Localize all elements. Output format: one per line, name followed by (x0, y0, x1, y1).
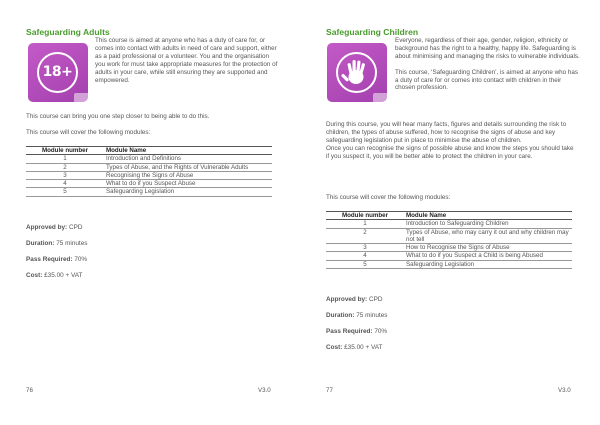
column-header-name: Module Name (104, 147, 272, 155)
module-name: How to Recognise the Signs of Abuse (404, 244, 572, 252)
table-row (326, 244, 572, 252)
column-header-name: Module Name (404, 212, 572, 220)
module-name: Safeguarding Legislation (104, 188, 272, 196)
table-row (326, 260, 572, 268)
module-number: 4 (26, 180, 104, 188)
modules-table (326, 211, 572, 269)
module-name: Introduction to Safeguarding Children (404, 220, 572, 228)
duration: Duration: 75 minutes (326, 312, 388, 319)
module-name: Types of Abuse, who may carry it out and why children may not tell (404, 228, 572, 244)
table-row (26, 180, 272, 188)
version-label: V3.0 (558, 387, 571, 394)
approved-by: Approved by: CPD (326, 296, 383, 303)
module-number: 4 (326, 252, 404, 260)
body-text: During this course, you will hear many facts, figures and details surrounding the risk to children, the types of abuse suffered, how to recognise the signs of abuse and key safeguarding legislation put in place to minimise the abuse of children. Once you can recognise the signs of possible abuse and know the steps you should take if you suspect it, you will be better able to protect the children in your care. (326, 121, 574, 160)
table-row (26, 171, 272, 179)
module-number: 3 (26, 171, 104, 179)
module-name: What to do if you Suspect a Child is being Abused (404, 252, 572, 260)
intro-text: This course is aimed at anyone who has a duty of care for, or comes into contact with adults in need of care and support, either as a paid professional or a volunteer. You and the organisation you work for must take appropriate measures for the protection of adults in your care, while still ensuring they are supported and empowered. (95, 37, 278, 84)
module-number: 2 (26, 163, 104, 171)
closer-text: This course can bring you one step closer to being able to do this. (26, 113, 210, 120)
module-number: 1 (26, 155, 104, 163)
column-header-number: Module number (326, 212, 404, 220)
module-name: Recognising the Signs of Abuse (104, 171, 272, 179)
table-row (326, 252, 572, 260)
table-header-row (326, 212, 572, 220)
page-title: Safeguarding Children (326, 27, 419, 37)
cost: Cost: £35.00 + VAT (26, 272, 83, 279)
table-row (26, 163, 272, 171)
module-name: Types of Abuse, and the Rights of Vulnerable Adults (104, 163, 272, 171)
table-row (326, 220, 572, 228)
modules-intro: This course will cover the following modules: (26, 129, 151, 136)
module-name: What to do if you Suspect Abuse (104, 180, 272, 188)
module-number: 1 (326, 220, 404, 228)
table-header-row (26, 147, 272, 155)
pass-required: Pass Required: 70% (26, 256, 88, 263)
page-number: 76 (26, 387, 33, 394)
pass-required: Pass Required: 70% (326, 328, 388, 335)
table-row (26, 155, 272, 163)
module-name: Safeguarding Legislation (404, 260, 572, 268)
module-number: 5 (326, 260, 404, 268)
age-18-plus-icon: 18+ (28, 43, 88, 102)
module-number: 2 (326, 228, 404, 244)
module-number: 3 (326, 244, 404, 252)
version-label: V3.0 (258, 387, 271, 394)
cost: Cost: £35.00 + VAT (326, 344, 383, 351)
column-header-number: Module number (26, 147, 104, 155)
page-right (300, 0, 600, 425)
modules-intro: This course will cover the following modules: (326, 194, 451, 201)
page-title: Safeguarding Adults (26, 27, 110, 37)
hand-print-icon (327, 43, 387, 102)
page-number: 77 (326, 387, 333, 394)
table-row (326, 228, 572, 244)
approved-by: Approved by: CPD (26, 224, 83, 231)
module-name: Introduction and Definitions (104, 155, 272, 163)
modules-table (26, 146, 272, 197)
duration: Duration: 75 minutes (26, 240, 88, 247)
table-row (26, 188, 272, 196)
intro-text: Everyone, regardless of their age, gender, religion, ethnicity or background has the right to a healthy, happy life. Safeguarding is about minimising and managing the risks to vulnerable individuals. This course, ‘Safeguarding Children’, is aimed at anyone who has a duty of care for or comes into contact with children in their chosen profession. (395, 37, 580, 92)
module-number: 5 (26, 188, 104, 196)
